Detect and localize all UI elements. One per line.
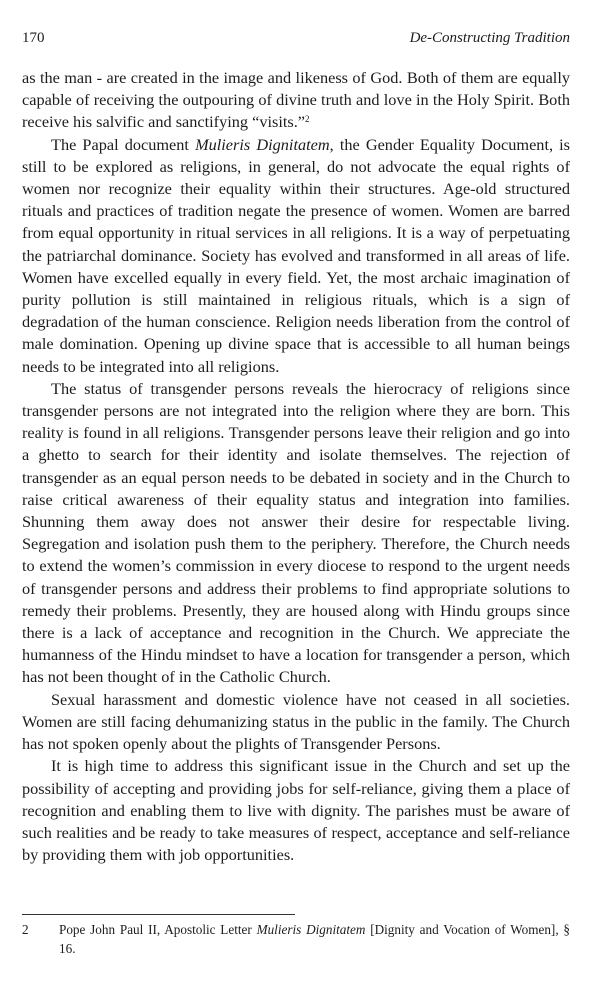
running-title: De-Constructing Tradition bbox=[409, 30, 570, 46]
paragraph-1-text: as the man - are created in the image and likeness of God. Both of them are equally capable of receiving the outpouring of divine truth and love in the Holy Spirit. Both receive his salvific and sanctifying “visits.” bbox=[22, 68, 570, 132]
footnote bbox=[22, 920, 570, 958]
footnote-rest: [Dignity and Vocation of Women], § 16. bbox=[59, 922, 570, 956]
document-title: Mulieris Dignitatem bbox=[195, 134, 330, 154]
paragraph-2-rest: , the Gender Equality Document, is still to be explored as religions, in general, do not advocate the equal rights of women nor recognize their equality within their structures. Age-old structured rituals and practices of tradition negate the presence of women. Women are barred from equal opportunity in ritual services in all religions. It is a way of perpetuating the patriarchal dominance. Society has evolved and transformed in all areas of life. Women have excelled equally in every field. Yet, the most archaic imagination of purity pollution is still maintained in religious rituals, which is a sign of degradation of the human conscience. Religion needs liberation from the control of male domination. Opening up divine space that is accessible to all human beings needs to be integrated into all religions. bbox=[22, 134, 571, 376]
paragraph-1 bbox=[22, 67, 570, 134]
paragraph-4: Sexual harassment and domestic violence have not ceased in all societies. Women are still facing dehumanizing status in the public in the family. The Church has not spoken openly about the plights of Transgender Persons. bbox=[22, 689, 570, 754]
paragraph-3: The status of transgender persons reveals the hierocracy of religions since transgender persons are not integrated into the religion where they are born. This reality is found in all religions. Transgender persons leave their religion and go into a ghetto to search for their identity and isolate themselves. The rejection of transgender as an equal person needs to be debated in society and in the Church to raise critical awareness of their equality status and integration into families. Shunning them away does not answer their desire for respectable living. Segregation and isolation push them to the periphery. Therefore, the Church needs to extend the women’s commission in every diocese to respond to the urgent needs of transgender persons and address their problems to find appropriate solutions to remedy their problems. Presently, they are housed along with Hindu groups since there is a lack of acceptance and recognition in the Church. We appreciate the humanness of the Hindu mindset to have a location for transgender a person, which has not been thought of in the Catholic Church. bbox=[22, 378, 570, 687]
page-header bbox=[22, 27, 570, 49]
paragraph-2 bbox=[22, 134, 570, 378]
footnote-text bbox=[59, 920, 570, 958]
paragraph-5: It is high time to address this significant issue in the Church and set up the possibility of accepting and providing jobs for self-reliance, giving them a place of recognition and enabling them to live with dignity. The parishes must be aware of such realities and be ready to take measures of respect, acceptance and self-reliance by providing them with job opportunities. bbox=[22, 756, 570, 865]
footnote-number: 2 bbox=[22, 922, 29, 937]
page-number: 170 bbox=[22, 30, 45, 46]
footnote-divider bbox=[22, 914, 295, 915]
footnote-intro: Pope John Paul II, Apostolic Letter bbox=[59, 922, 257, 937]
footnote-title: Mulieris Dignitatem bbox=[256, 922, 366, 937]
paragraph-2-intro: The Papal document bbox=[51, 134, 196, 154]
footnote-reference: 2 bbox=[305, 114, 310, 125]
main-text bbox=[22, 67, 570, 866]
